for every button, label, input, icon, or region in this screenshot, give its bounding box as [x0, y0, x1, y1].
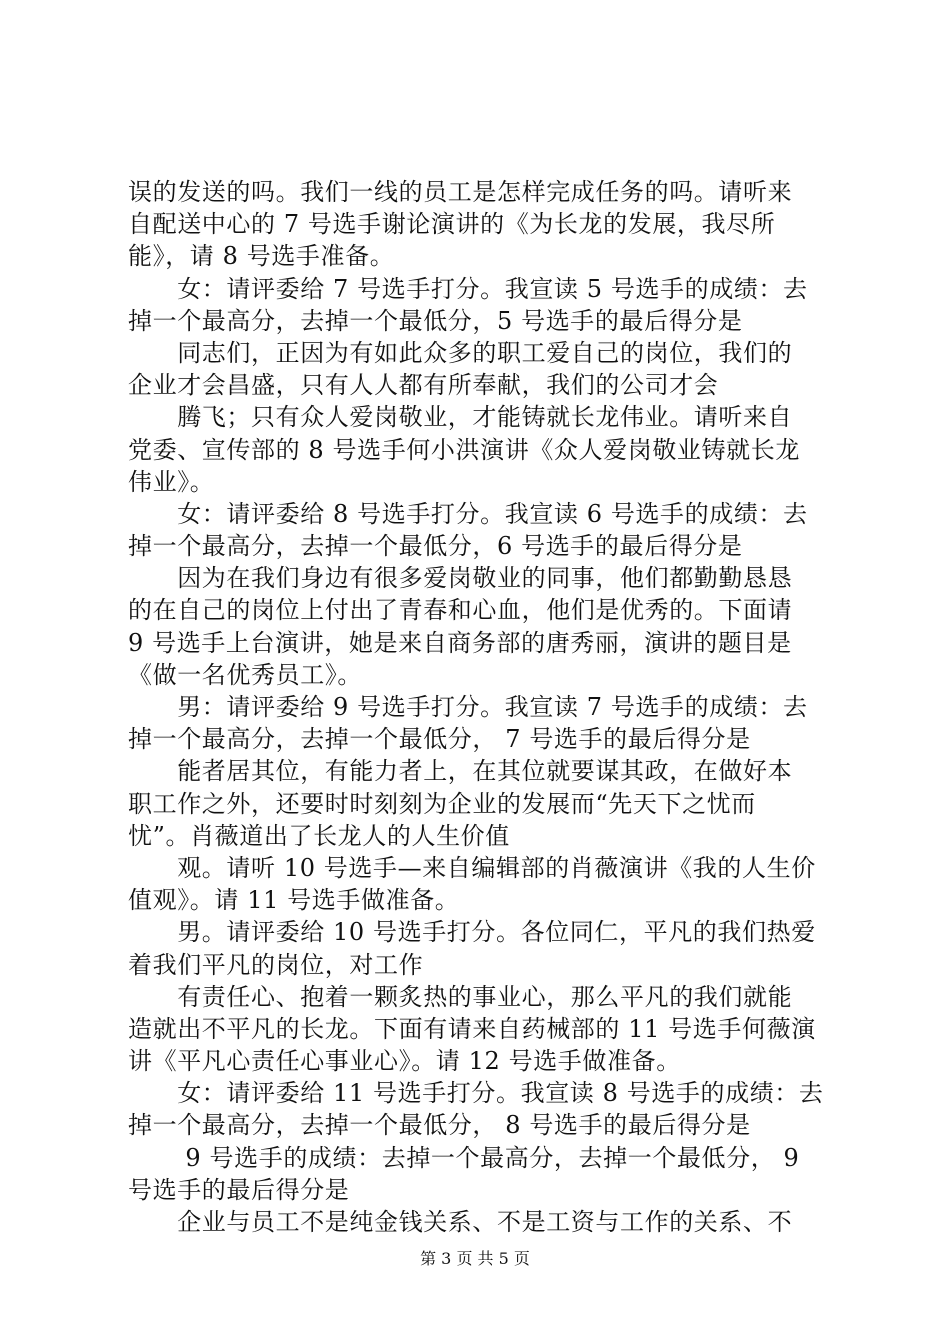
body-text [128, 176, 832, 1238]
text-line: 因为在我们身边有很多爱岗敬业的同事，他们都勤勤恳恳 [128, 564, 793, 593]
text-line: 能者居其位，有能力者上，在其位就要谋其政，在做好本 [128, 757, 793, 786]
text-line: 讲《平凡心责任心事业心》。请 12 号选手做准备。 [128, 1047, 681, 1076]
text-line: 女：请评委给 7 号选手打分。我宣读 5 号选手的成绩：去 [128, 274, 808, 303]
text-line: 9 号选手的成绩：去掉一个最高分，去掉一个最低分， 9 [128, 1143, 800, 1172]
text-line: 值观》。请 11 号选手做准备。 [128, 886, 460, 915]
text-line: 企业与员工不是纯金钱关系、不是工资与工作的关系、不 [128, 1208, 793, 1236]
text-line: 有责任心、抱着一颗炙热的事业心，那么平凡的我们就能 [128, 982, 793, 1011]
text-line: 掉一个最高分，去掉一个最低分，5 号选手的最后得分是 [128, 306, 743, 335]
text-line: 观。请听 10 号选手—来自编辑部的肖薇演讲《我的人生价 [128, 853, 816, 882]
text-line: 掉一个最高分，去掉一个最低分， 7 号选手的最后得分是 [128, 725, 751, 754]
text-line: 同志们，正因为有如此众多的职工爱自己的岗位，我们的 [128, 338, 793, 367]
text-line: 男。请评委给 10 号选手打分。各位同仁，平凡的我们热爱 [128, 918, 816, 947]
page-footer [0, 1246, 950, 1269]
text-line: 男：请评委给 9 号选手打分。我宣读 7 号选手的成绩：去 [128, 693, 808, 721]
text-line: 自配送中心的 7 号选手谢论演讲的《为长龙的发展，我尽所 [128, 210, 776, 239]
text-line: 号选手的最后得分是 [128, 1175, 350, 1204]
text-line: 女：请评委给 11 号选手打分。我宣读 8 号选手的成绩：去 [128, 1079, 824, 1108]
text-line: 误的发送的吗。我们一线的员工是怎样完成任务的吗。请听来 [128, 178, 793, 206]
text-line: 忧”。肖薇道出了长龙人的人生价值 [128, 821, 510, 850]
text-line: 《做一名优秀员工》。 [128, 660, 362, 689]
text-line: 党委、宣传部的 8 号选手何小洪演讲《众人爱岗敬业铸就长龙 [128, 435, 800, 464]
text-line: 女：请评委给 8 号选手打分。我宣读 6 号选手的成绩：去 [128, 499, 808, 528]
text-line: 掉一个最高分，去掉一个最低分，6 号选手的最后得分是 [128, 532, 743, 561]
text-line: 伟业》。 [128, 467, 215, 496]
text-line: 企业才会昌盛，只有人人都有所奉献，我们的公司才会 [128, 371, 719, 400]
text-line: 着我们平凡的岗位，对工作 [128, 950, 424, 979]
text-line: 的在自己的岗位上付出了青春和心血，他们是优秀的。下面请 [128, 596, 793, 625]
text-line: 能》，请 8 号选手准备。 [128, 242, 395, 271]
text-line: 掉一个最高分，去掉一个最低分， 8 号选手的最后得分是 [128, 1111, 751, 1140]
text-line: 造就出不平凡的长龙。下面有请来自药械部的 11 号选手何薇演 [128, 1014, 816, 1043]
page-indicator: 第 3 页 共 5 页 [420, 1249, 530, 1268]
text-line: 9 号选手上台演讲，她是来自商务部的唐秀丽，演讲的题目是 [128, 628, 792, 657]
text-line: 职工作之外，还要时时刻刻为企业的发展而“先天下之忧而 [128, 789, 756, 818]
text-line: 腾飞；只有众人爱岗敬业，才能铸就长龙伟业。请听来自 [128, 403, 793, 432]
